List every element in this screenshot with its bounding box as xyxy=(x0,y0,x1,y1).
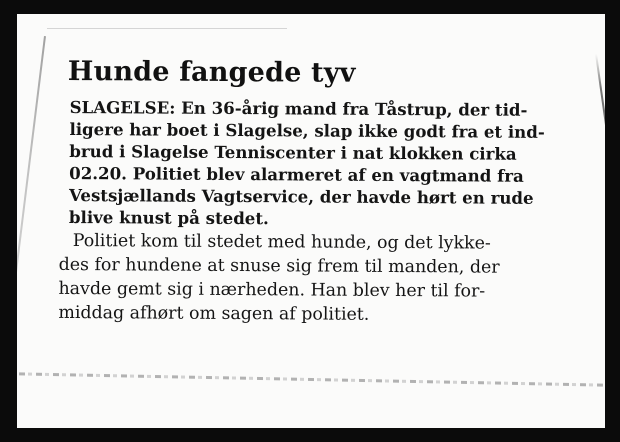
clipping-top-edge xyxy=(47,28,287,29)
clipping-bottom-edge xyxy=(19,372,603,386)
lead-line-2: ligere har boet i Slagelse, slap ikke godt fra et ind- xyxy=(69,118,545,142)
lead-line-3: brud i Slagelse Tenniscenter i nat klokken cirka xyxy=(69,140,517,164)
lead-line-5: Vestsjællands Vagtservice, der havde hørt en rude xyxy=(69,184,534,208)
lead-line-1 xyxy=(70,96,528,121)
clipping-left-edge xyxy=(17,36,46,364)
dateline: SLAGELSE: xyxy=(69,96,176,118)
body-line-2: des for hundene at snuse sig frem til manden, der xyxy=(58,254,500,278)
body-line-1: Politiet kom til stedet med hunde, og det lykke- xyxy=(72,231,491,254)
lead-line-1-text: En 36-årig mand fra Tåstrup, der tid- xyxy=(175,97,528,120)
body-line-3: havde gemt sig i nærheden. Han blev her til for- xyxy=(58,278,486,302)
body-line-4: middag afhørt om sagen af politiet. xyxy=(58,302,370,325)
headline: Hunde fangede tyv xyxy=(67,55,356,89)
lead-line-6: blive knust på stedet. xyxy=(68,206,269,229)
clipping-right-edge xyxy=(595,54,605,223)
lead-line-4: 02.20. Politiet blev alarmeret af en vagtmand fra xyxy=(69,162,524,186)
